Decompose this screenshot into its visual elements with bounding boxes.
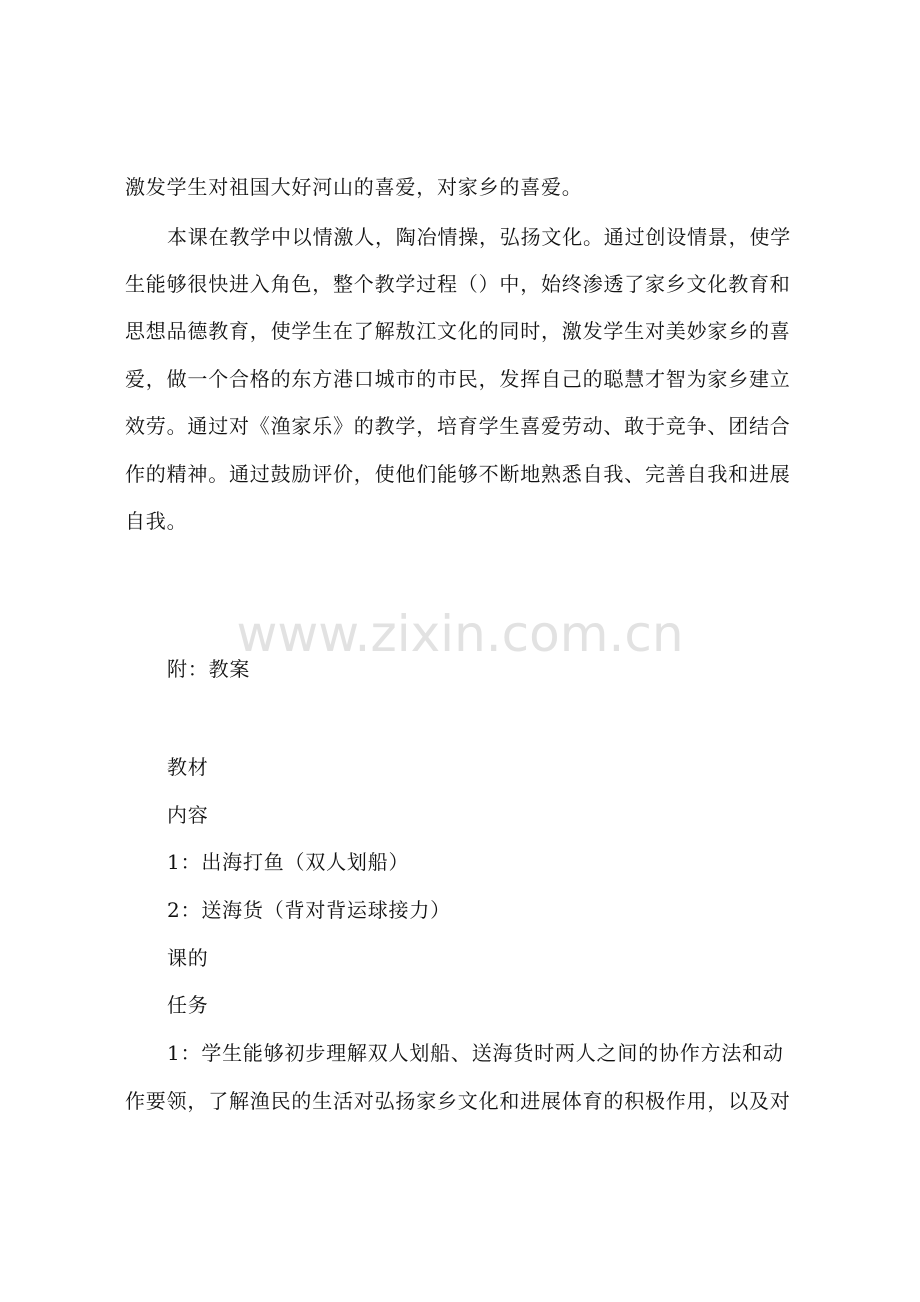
paragraph-line: 激发学生对祖国大好河山的喜爱，对家乡的喜爱。 [125,175,583,199]
content-item: 2：送海货（背对背运球接力） [167,898,451,922]
paragraph-line: 本课在教学中以情激人，陶冶情操，弘扬文化。通过创设情景，使学 [167,225,791,249]
task-label: 任务 [167,993,209,1017]
paragraph-line: 思想品德教育，使学生在了解敖江文化的同时，激发学生对美妙家乡的喜 [125,319,791,343]
paragraph-line: 爱，做一个合格的东方港口城市的市民，发挥自己的聪慧才智为家乡建立 [125,367,791,391]
paragraph-line: 自我。 [125,509,188,533]
paragraph-line: 生能够很快进入角色，整个教学过程（）中，始终渗透了家乡文化教育和 [125,272,791,296]
paragraph-line: 作的精神。通过鼓励评价，使他们能够不断地熟悉自我、完善自我和进展 [125,462,791,486]
content-label: 内容 [167,803,209,827]
paragraph-line: 效劳。通过对《渔家乐》的教学，培育学生喜爱劳动、敢于竞争、团结合 [125,414,791,438]
task-label: 课的 [167,946,209,970]
appendix-heading: 附：教案 [167,657,251,681]
paragraph-line: 作要领，了解渔民的生活对弘扬家乡文化和进展体育的积极作用，以及对 [125,1089,791,1113]
content-item: 1：出海打鱼（双人划船） [167,850,410,874]
material-label: 教材 [167,755,209,779]
paragraph-line: 1：学生能够初步理解双人划船、送海货时两人之间的协作方法和动 [167,1041,784,1065]
watermark: www.zixin.com.cn [236,605,684,663]
